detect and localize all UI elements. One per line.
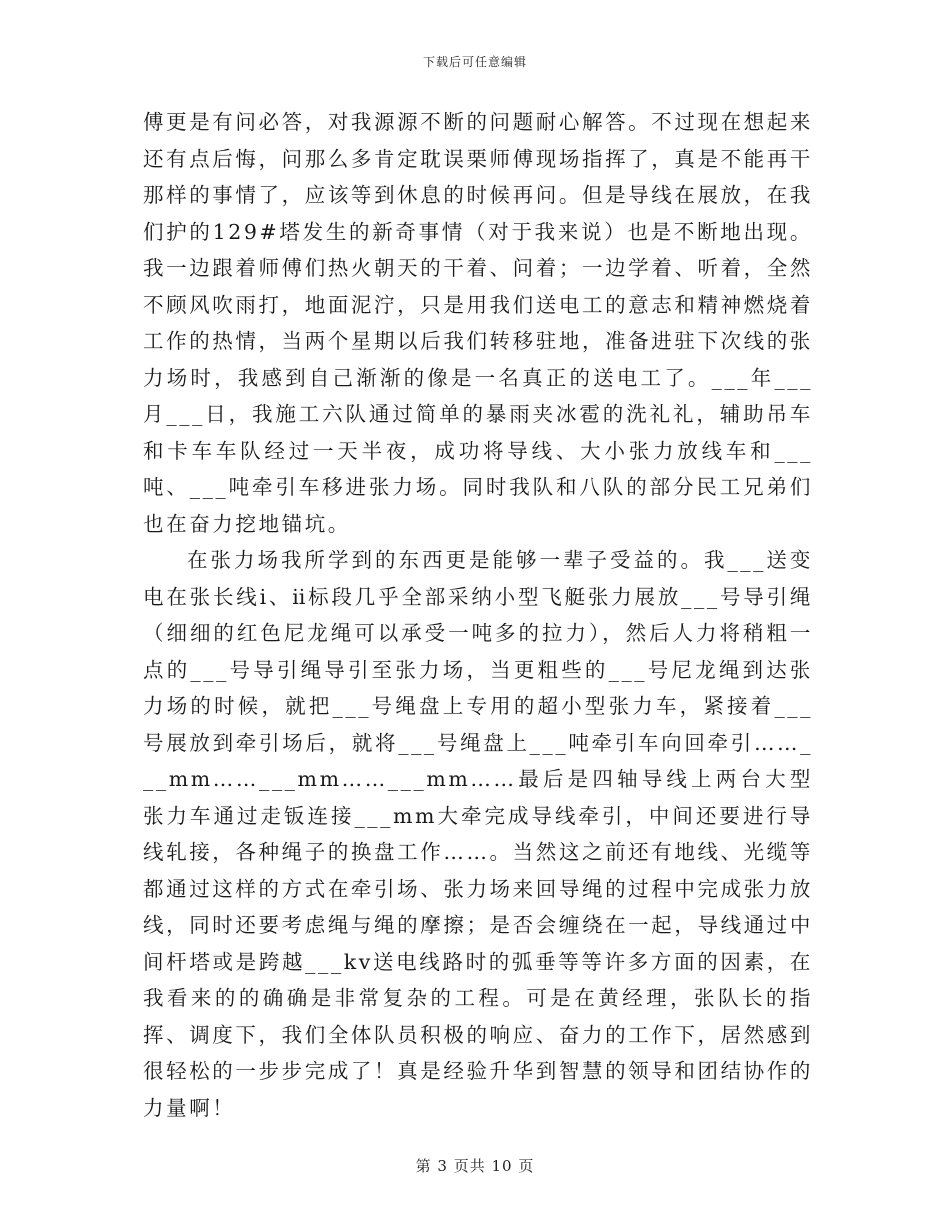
document-body	[143, 104, 813, 1126]
page-footer: 第 3 页共 10 页	[415, 1157, 535, 1175]
body-paragraph-1: 傅更是有问必答，对我源源不断的问题耐心解答。不过现在想起来还有点后悔，问那么多肯定耽误栗师傅现场指挥了，真是不能再干那样的事情了，应该等到休息的时候再问。但是导线在展放，在我们护的129#塔发生的新奇事情（对于我来说）也是不断地出现。我一边跟着师傅们热火朝天的干着、问着；一边学着、听着，全然不顾风吹雨打，地面泥泞，只是用我们送电工的意志和精神燃烧着工作的热情，当两个星期以后我们转移驻地，准备进驻下次线的张力场时，我感到自己渐渐的像是一名真正的送电工了。___年___月___日，我施工六队通过简单的暴雨夹冰雹的洗礼礼，辅助吊车和卡车车队经过一天半夜，成功将导线、大小张力放线车和___吨、___吨牵引车移进张力场。同时我队和八队的部分民工兄弟们也在奋力挖地锚坑。	[143, 110, 813, 536]
body-paragraph-2: 在张力场我所学到的东西更是能够一辈子受益的。我___送变电在张长线ⅰ、ⅱ标段几乎全部采纳小型飞艇张力展放___号导引绳（细细的红色尼龙绳可以承受一吨多的拉力），然后人力将稍粗一点的___号导引绳导引至张力场，当更粗些的___号尼龙绳到达张力场的时候，就把___号绳盘上专用的超小型张力车，紧接着___号展放到牵引场后，就将___号绳盘上___吨牵引车向回牵引……___mm……___mm……___mm……最后是四轴导线上两台大型张力车通过走钣连接___mm大牵完成导线牵引，中间还要进行导线轧接，各种绳子的换盘工作……。当然这之前还有地线、光缆等都通过这样的方式在牵引场、张力场来回导绳的过程中完成张力放线，同时还要考虑绳与绳的摩擦；是否会缠绕在一起，导线通过中间杆塔或是跨越___kv送电线路时的弧垂等等许多方面的因素，在我看来的的确确是非常复杂的工程。可是在黄经理，张队长的指挥、调度下，我们全体队员积极的响应、奋力的工作下，居然感到很轻松的一步步完成了！真是经验升华到智慧的领导和团结协作的力量啊！	[143, 548, 813, 1120]
page-header: 下载后可任意编辑	[422, 55, 527, 69]
